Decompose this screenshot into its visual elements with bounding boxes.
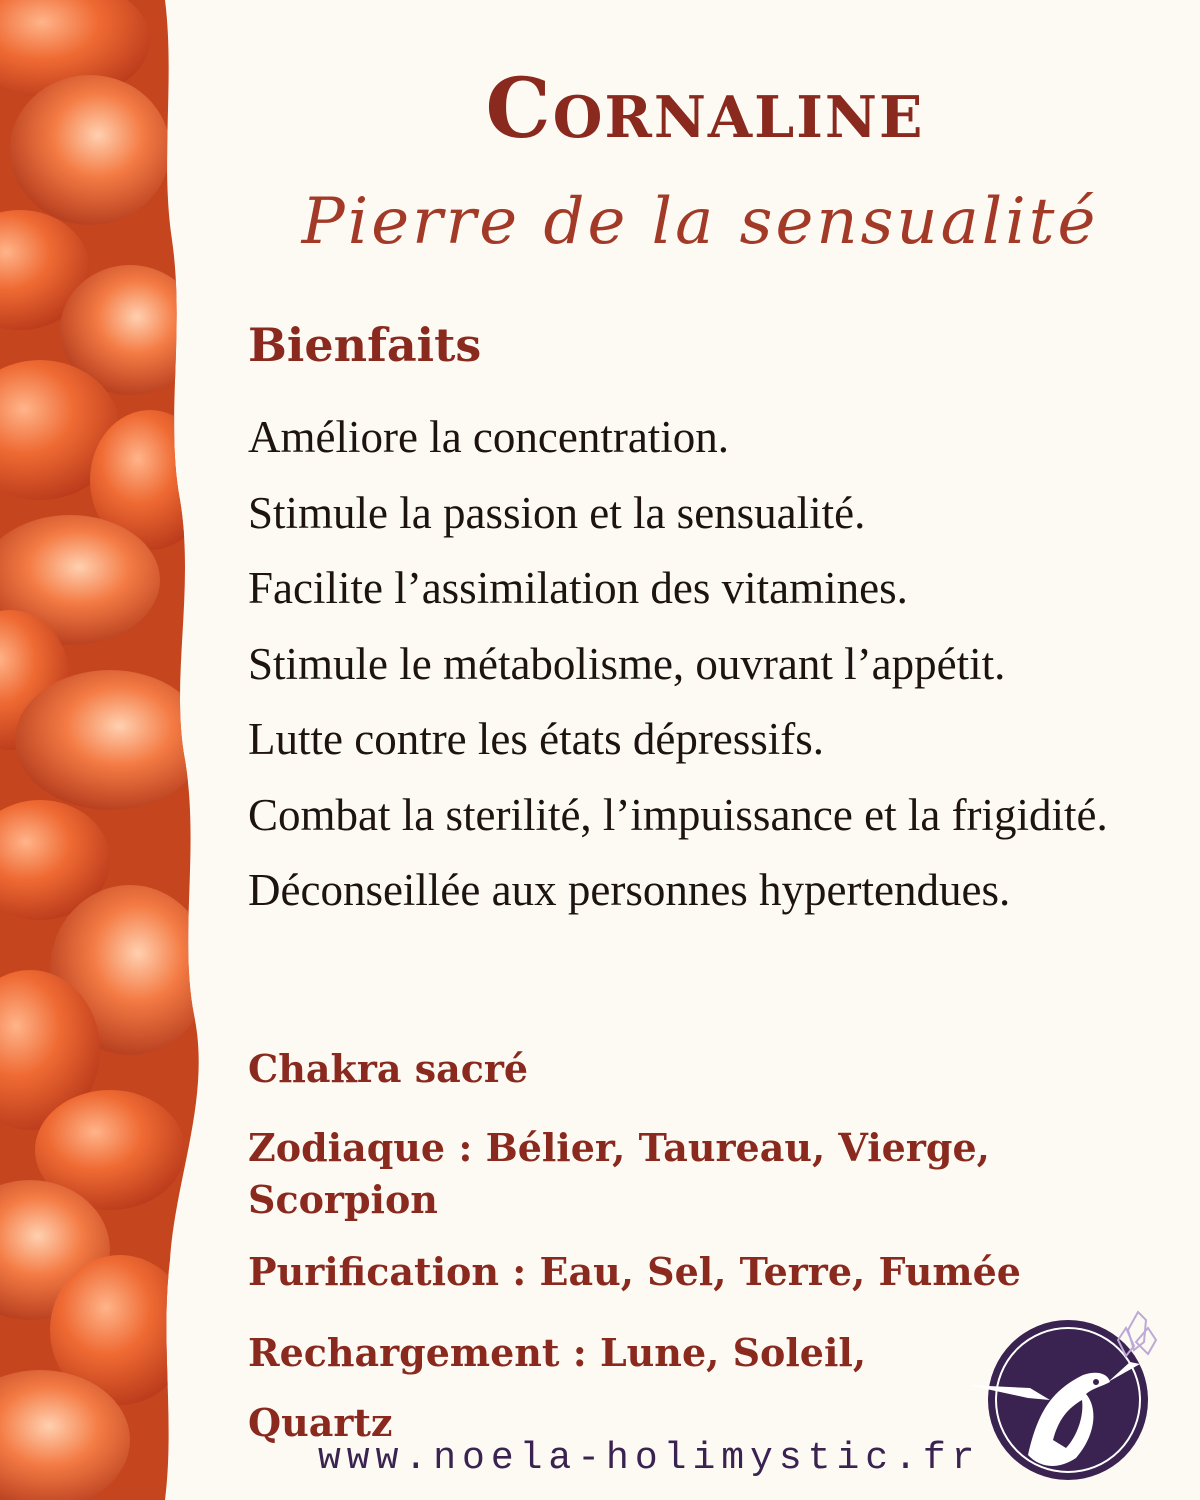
benefit-item: Stimule la passion et la sensualité. [248, 487, 866, 538]
recharging-text: Rechargement : Lune, Soleil, Quartz [248, 1330, 867, 1445]
benefit-item: Stimule le métabolisme, ouvrant l’appétit. [248, 638, 1006, 689]
benefits-list [248, 400, 1188, 929]
zodiac-text: Zodiaque : Bélier, Taureau, Vierge, Scorpion [248, 1125, 990, 1222]
purification-text: Purification : Eau, Sel, Terre, Fumée [248, 1249, 1021, 1294]
benefit-item: Améliore la concentration. [248, 412, 730, 462]
benefit-item: Combat la sterilité, l’impuissance et la frigidité. [248, 789, 1108, 840]
chakra-text: Chakra sacré [248, 1046, 529, 1091]
website-link[interactable]: www.noela-holimystic.fr [318, 1437, 981, 1480]
benefit-item: Facilite l’assimilation des vitamines. [248, 563, 908, 613]
benefits-heading: Bienfaits [248, 318, 482, 372]
benefit-item: Lutte contre les états dépressifs. [248, 714, 825, 764]
page-subtitle: Pierre de la sensualité [301, 185, 1099, 259]
benefit-item: Déconseillée aux personnes hypertendues. [248, 865, 1011, 915]
bird-crystal-logo-icon [958, 1290, 1178, 1490]
page-title: Cornaline [485, 61, 925, 157]
carnelian-stones-image [0, 0, 210, 1500]
